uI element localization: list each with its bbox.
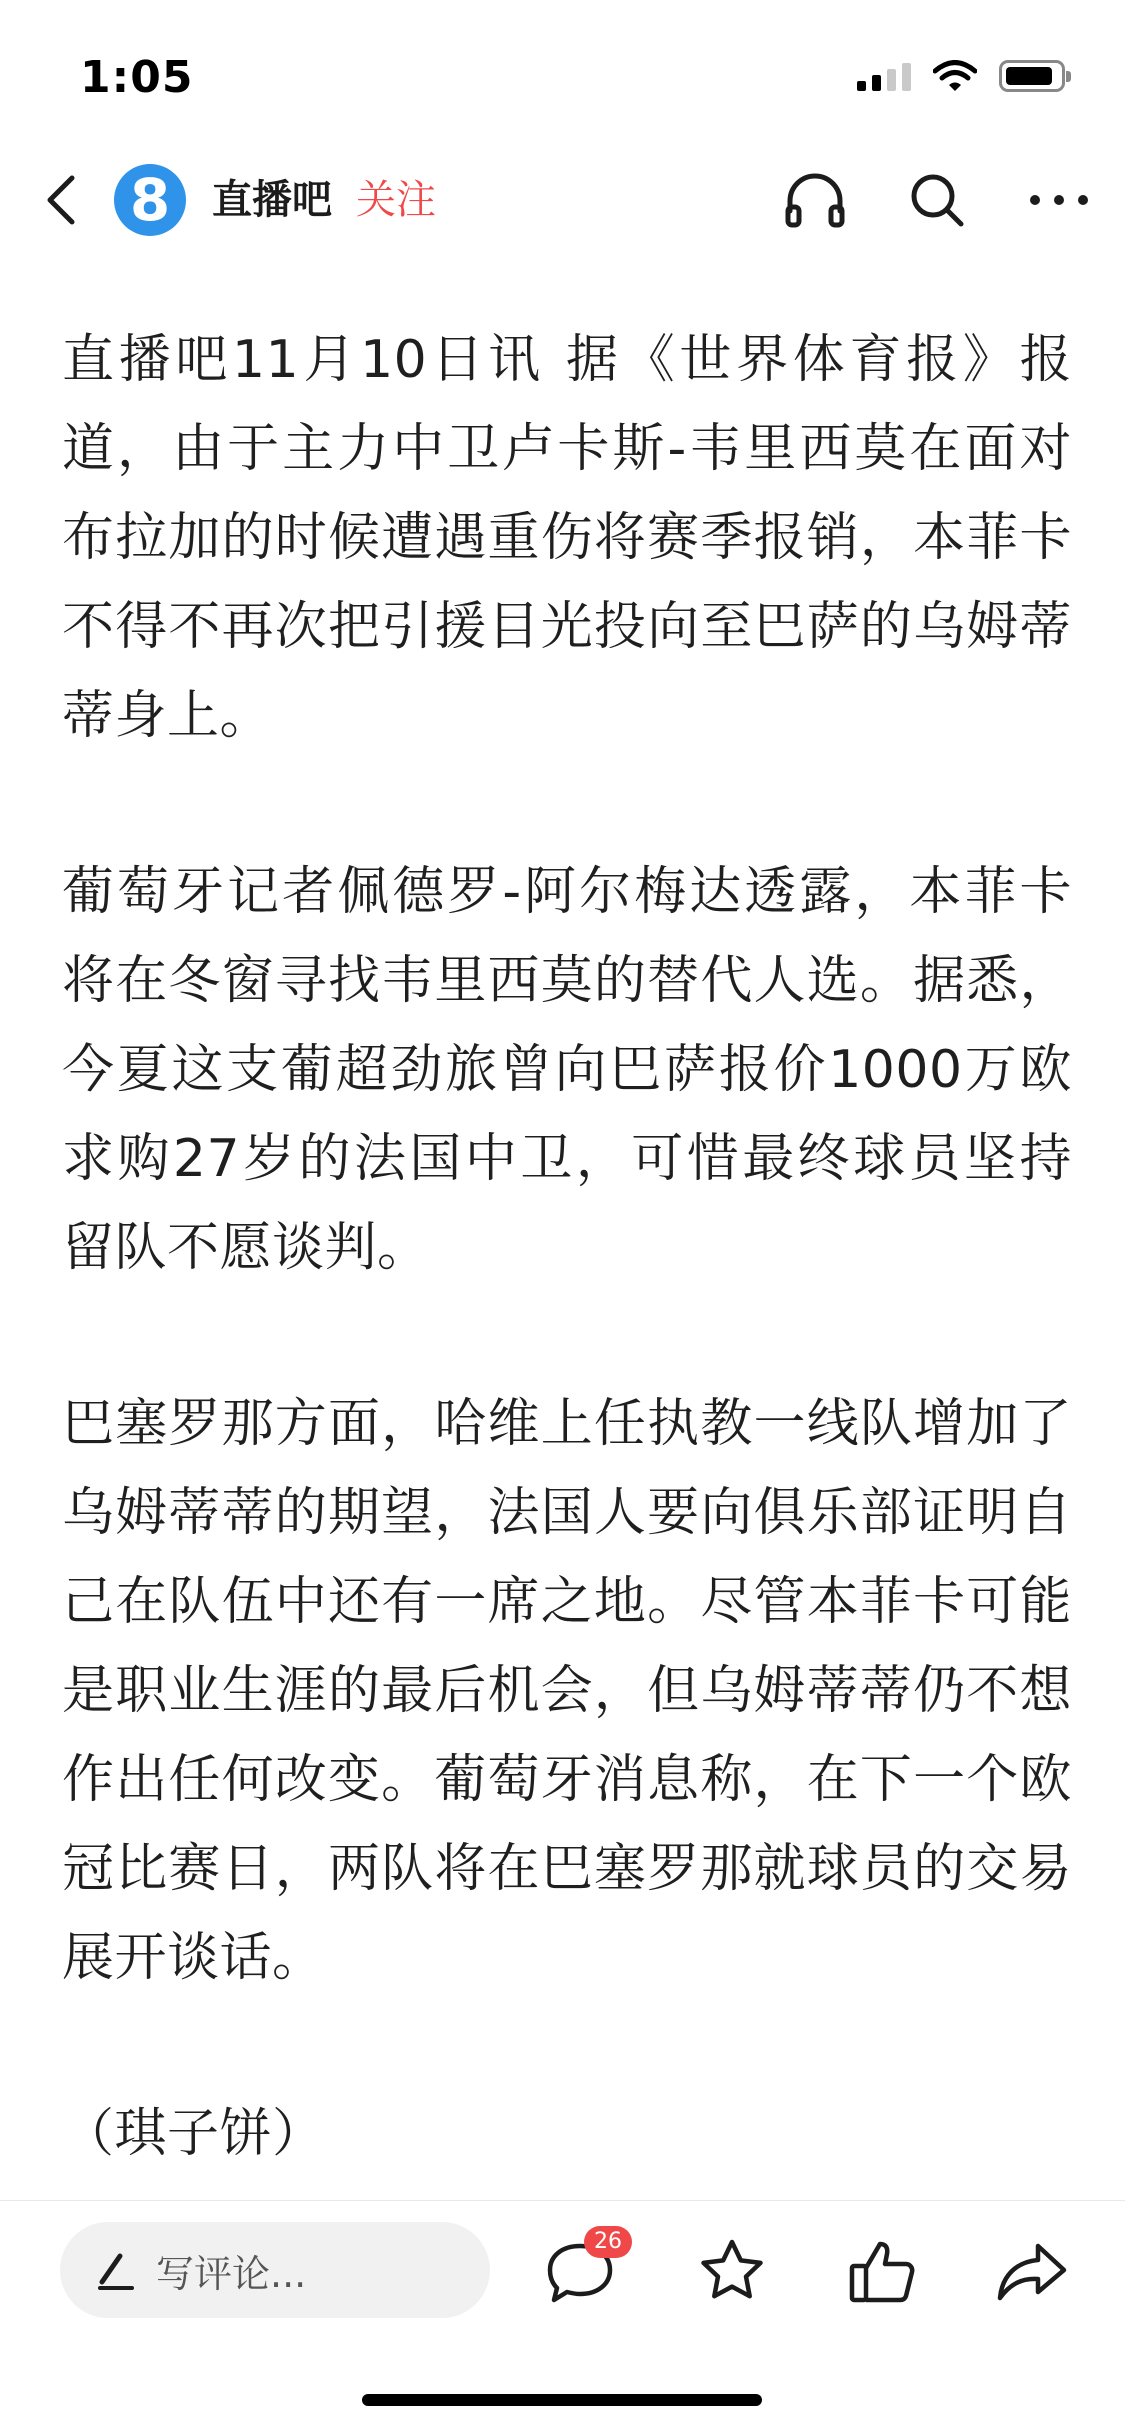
nav-bar <box>0 150 1125 250</box>
wifi-icon <box>933 60 977 92</box>
star-icon[interactable] <box>692 2232 772 2312</box>
article-paragraph: 葡萄牙记者佩德罗-阿尔梅达透露，本菲卡将在冬窗寻找韦里西莫的替代人选。据悉，今夏这支葡超劲旅曾向巴萨报价1000万欧求购27岁的法国中卫，可惜最终球员坚持留队不愿谈判。 <box>62 862 1072 1278</box>
pen-icon <box>96 2248 136 2292</box>
article-paragraph: 直播吧11月10日讯 据《世界体育报》报道，由于主力中卫卢卡斯-韦里西莫在面对布拉加的时候遭遇重伤将赛季报销，本菲卡不得不再次把引援目光投向至巴萨的乌姆蒂蒂身上。 <box>62 330 1072 746</box>
article-paragraph: 巴塞罗那方面，哈维上任执教一线队增加了乌姆蒂蒂的期望，法国人要向俱乐部证明自己在队伍中还有一席之地。尽管本菲卡可能是职业生涯的最后机会，但乌姆蒂蒂仍不想作出任何改变。葡萄牙消息称，在下一个欧冠比赛日，两队将在巴塞罗那就球员的交易展开谈话。 <box>62 1394 1072 1988</box>
comment-icon[interactable] <box>540 2229 622 2312</box>
home-indicator <box>362 2394 762 2406</box>
bottom-divider <box>0 2200 1125 2201</box>
thumbs-up-icon[interactable] <box>842 2232 922 2312</box>
comment-input[interactable] <box>60 2222 490 2318</box>
share-icon[interactable] <box>992 2232 1072 2312</box>
status-icons <box>857 60 1065 92</box>
channel-name[interactable]: 直播吧 <box>212 177 332 223</box>
headphones-icon[interactable] <box>779 164 851 236</box>
bottom-actions <box>540 2222 1100 2318</box>
article-signature: （琪子饼） <box>62 2104 325 2164</box>
comment-count-badge: 26 <box>584 2226 632 2258</box>
status-bar <box>0 0 1125 150</box>
comment-placeholder: 写评论... <box>156 2251 307 2296</box>
logo-glyph: 8 <box>129 166 171 234</box>
channel-logo[interactable] <box>114 164 186 236</box>
search-icon[interactable] <box>901 164 973 236</box>
follow-button[interactable]: 关注 <box>356 177 436 223</box>
battery-icon <box>999 60 1065 92</box>
more-icon[interactable] <box>1023 164 1095 236</box>
cellular-signal-icon <box>857 61 911 91</box>
article-body <box>62 316 1072 2266</box>
nav-actions <box>779 164 1095 236</box>
back-icon[interactable] <box>36 168 96 232</box>
status-time: 1:05 <box>80 52 194 103</box>
